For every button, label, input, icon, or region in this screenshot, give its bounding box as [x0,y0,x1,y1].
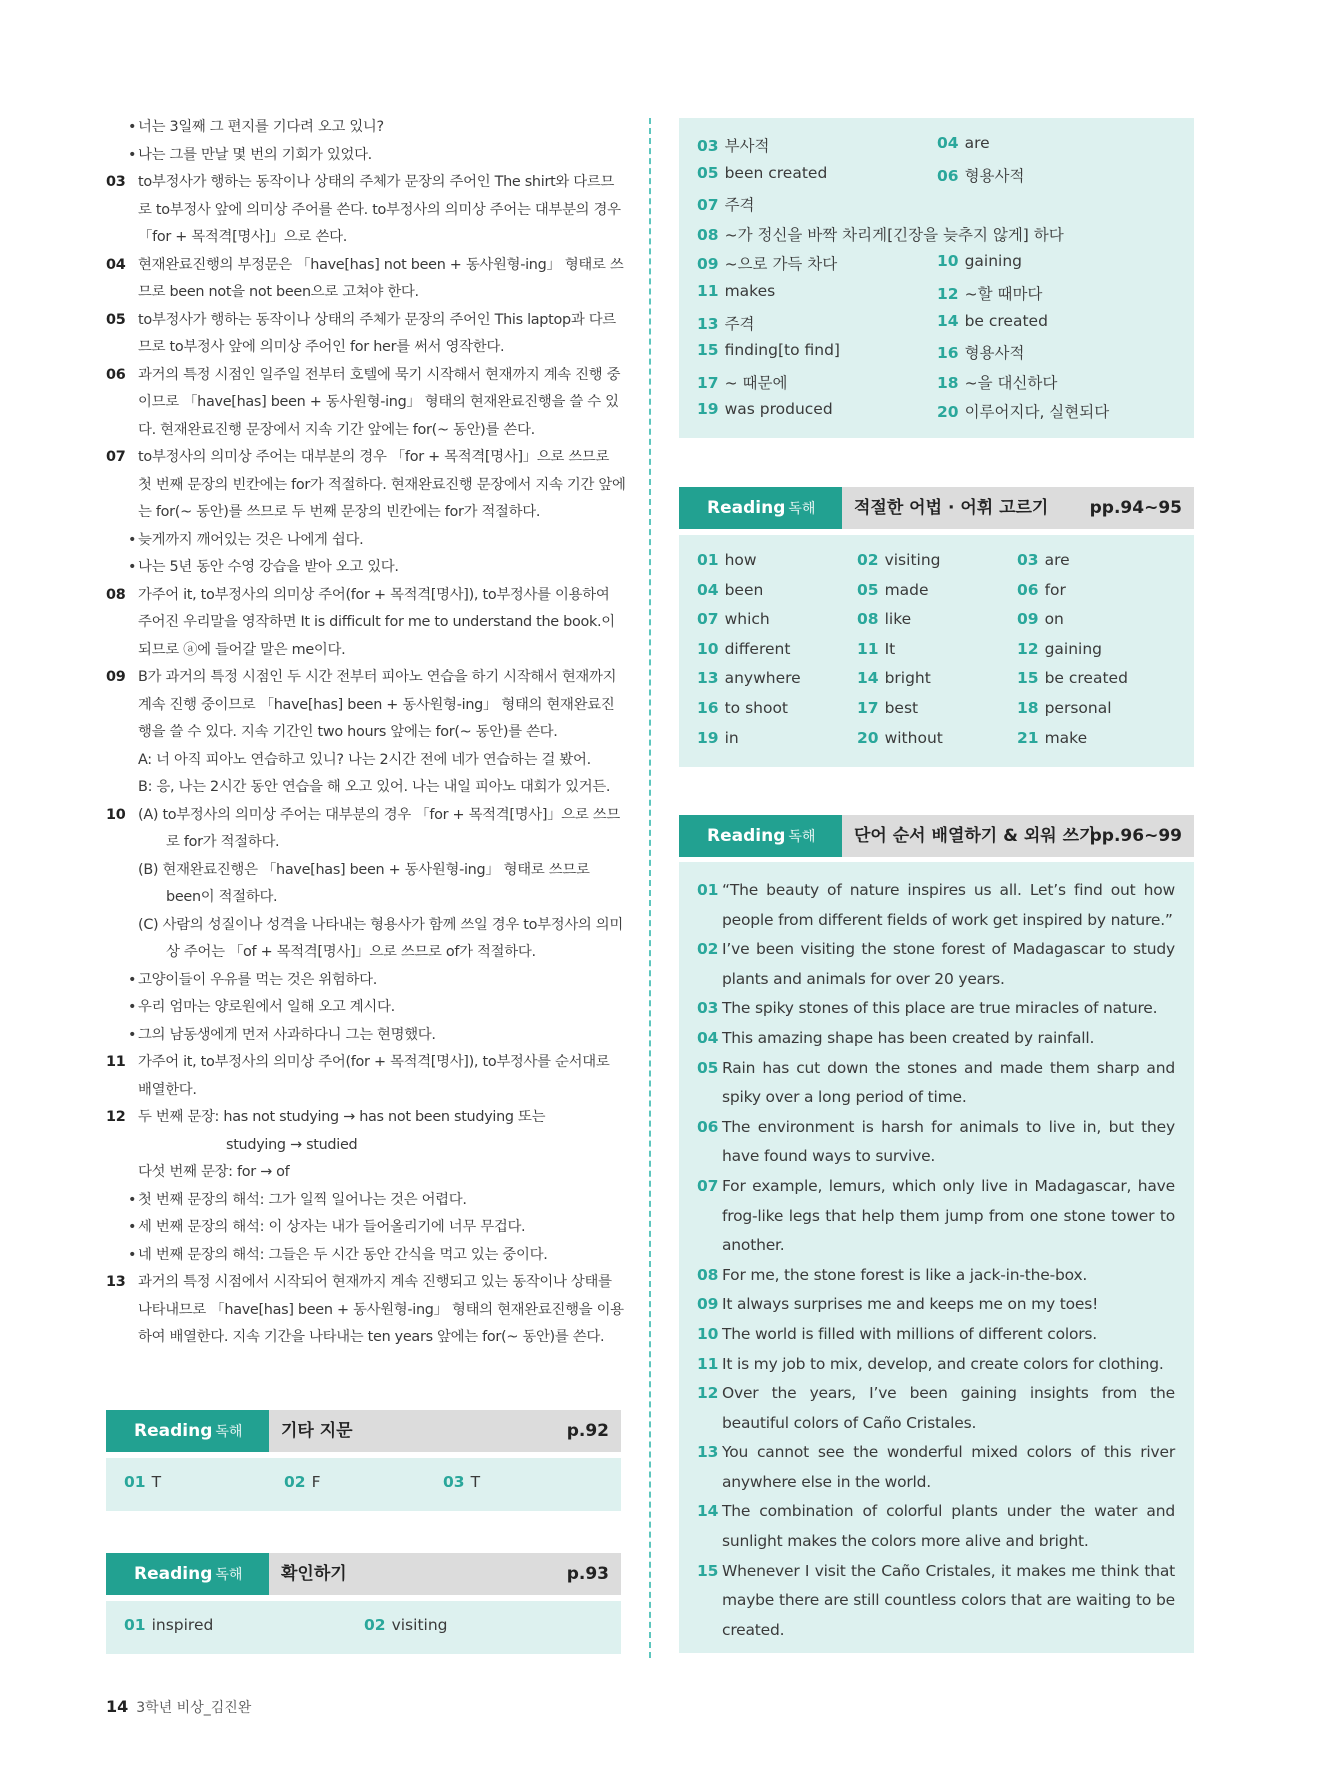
sentence-item [697,876,1175,935]
section-title: 적절한 어법 · 어휘 고르기 [854,498,1049,518]
answer-text: 주격 [724,196,755,215]
answer-item [697,729,739,747]
item-number: 12 [106,1109,126,1125]
sentence-number: 08 [697,1265,719,1284]
sentence-item [697,1024,1175,1054]
answer-item [857,640,895,658]
answer-number: 15 [1017,669,1039,688]
bullet-line: • 첫 번째 문장의 해석: 그가 일찍 일어나는 것은 어렵다. [106,1187,626,1215]
reading-tag: Reading 독해 [106,1553,269,1595]
item-text: 가주어 it, to부정사의 의미상 주어(for + 목적격[명사]), to부정사를 순서대로 배열한다. [138,1054,610,1098]
bullet-line: • 고양이들이 우유를 먹는 것은 위험하다. [106,967,626,995]
sentence-text: It is my job to mix, develop, and create colors for clothing. [722,1354,1164,1373]
answer-text: ~가 정신을 바짝 차리게[긴장을 늦추지 않게] 하다 [724,225,1064,244]
answer-item [937,341,1024,363]
answer-number: 05 [857,580,879,599]
answer-text: makes [724,282,776,300]
bullet-line: • 네 번째 문장의 해석: 그들은 두 시간 동안 간식을 먹고 있는 중이다. [106,1242,626,1270]
answer-item [1017,581,1066,599]
sentence-text: For example, lemurs, which only live in Madagascar, have frog-like legs that help them jump from one stone tower to another. [722,1176,1175,1255]
answer-text: ~ 때문에 [724,373,788,392]
sentence-number: 06 [697,1117,719,1136]
answer-item [857,551,941,569]
answer-number: 09 [1017,610,1039,629]
answer-number: 08 [857,610,879,629]
answer-number: 03 [697,137,719,155]
sentence-number: 12 [697,1384,719,1403]
answer-number: 17 [857,699,879,717]
page-reference: p.92 [566,1421,609,1441]
answer-item [697,223,1064,245]
answer-number: 08 [697,225,719,244]
answer-number: 21 [1017,728,1039,747]
section-header-grammar [679,487,1194,529]
answer-text: different [724,639,791,658]
sentence-item [697,1497,1175,1556]
page-reference: p.93 [566,1564,609,1584]
answer-number: 14 [857,669,879,688]
answer-text: without [884,728,943,747]
page-reference: pp.94~95 [1089,498,1182,518]
item-text: 두 번째 문장: has not studying → has not been studying 또는 [138,1109,546,1125]
answer-item [857,699,918,717]
answer-item [1017,729,1087,747]
answer-text: finding[to find] [724,341,840,360]
sentence-text: It always surprises me and keeps me on my toes! [722,1295,1099,1314]
answer-text: are [1044,551,1070,569]
answer-number: 19 [697,400,719,419]
bullet-line: • 너는 3일째 그 편지를 기다려 오고 있니? [106,114,626,142]
sentence-number: 04 [697,1028,719,1047]
answer-text: which [724,610,770,629]
answer-item [697,252,837,274]
sentence-item [697,1320,1175,1350]
bullet-line: • 세 번째 문장의 해석: 이 상자는 내가 들어올리기에 너무 무겁다. [106,1214,626,1242]
sentence-text: Whenever I visit the Caño Cristales, it makes me think that maybe there are still countless colors that are waiting to be created. [722,1561,1175,1639]
page-number: 14 [106,1697,129,1716]
answer-number: 04 [937,134,959,152]
explanation-item [106,1104,626,1187]
explanations-column [106,114,626,1352]
sentence-item [697,1261,1175,1291]
answer-number: 17 [697,373,719,392]
sub-answer: (B) 현재완료진행은 「have[has] been + 동사원형-ing」 형태로 쓰므로 been이 적절하다. [138,861,590,905]
answer-item [937,371,1057,393]
sentence-number: 09 [697,1295,719,1314]
sub-answer: (A) to부정사의 의미상 주어는 대부분의 경우 「for + 목적격[명사]」으로 쓰므로 for가 적절하다. [138,806,620,850]
answer-number: 05 [697,163,719,182]
sentence-text: You cannot see the wonderful mixed colors of this river anywhere else in the world. [722,1443,1175,1491]
page-reference: pp.96~99 [1089,826,1182,846]
column-divider [649,118,651,1658]
reading-tag: Reading 독해 [679,815,842,857]
dialog-line: B: 응, 나는 2시간 동안 연습을 해 오고 있어. 나는 내일 피아노 대회가 있거든. [138,779,611,795]
answer-box-grammar [679,535,1194,767]
item-text: to부정사의 의미상 주어는 대부분의 경우 「for + 목적격[명사]」으로 쓰므로 첫 번째 문장의 빈칸에는 for가 적절하다. 현재완료진행 문장에서 지속 기간 앞에는 for(~ 동안)를 쓰므로 두 번째 문장의 빈칸에는 for가 적절하다. [138,449,626,520]
answer-item [697,341,840,359]
sentence-number: 02 [697,940,719,959]
item-number: 09 [106,669,126,685]
section-header-order [679,815,1194,857]
item-number: 04 [106,256,126,273]
sub-answer: (C) 사람의 성질이나 성격을 나타내는 형용사가 함께 쓰일 경우 to부정사의 의미상 주어는 「of + 목적격[명사]」으로 쓰므로 of가 적절하다. [138,916,624,960]
answer-item [937,164,1024,186]
answer-item [857,669,931,687]
answer-text: how [724,551,757,569]
sentence-text: “The beauty of nature inspires us all. Let’s find out how people from different fields of work get inspired by nature.” [722,881,1175,929]
answer-number: 09 [697,255,719,274]
sentence-text: The combination of colorful plants under the water and sunlight makes the colors more alive and bright. [722,1502,1175,1551]
answer-text: was produced [724,400,833,419]
bullet-line: • 나는 5년 동안 수영 강습을 받아 오고 있다. [106,554,626,582]
answer-item [857,610,911,628]
dialog-line: A: 너 아직 피아노 연습하고 있니? 나는 2시간 전에 네가 연습하는 걸 봤어. [138,751,591,768]
sentence-item [697,1172,1175,1261]
item-number: 07 [106,449,126,465]
answer-item [937,134,990,152]
answer-number: 20 [857,728,879,747]
explanation-item [106,252,626,307]
answer-text: visiting [884,551,941,569]
answer-item [697,312,755,334]
answer-item: 02 F [284,1473,321,1491]
sentence-text: The world is filled with millions of different colors. [722,1324,1098,1343]
sentence-item [697,1054,1175,1113]
sentence-number: 01 [697,881,719,899]
answer-number: 14 [937,311,959,330]
page-footer [106,1697,251,1717]
answer-number: 18 [937,373,959,392]
item-number: 08 [106,586,126,603]
answer-text: like [884,610,912,629]
sentence-number: 07 [697,1176,719,1195]
answer-number: 07 [697,610,719,629]
sentence-number: 15 [697,1561,719,1580]
answer-number: 16 [697,699,719,717]
answer-item [1017,610,1064,628]
bullet-line: • 우리 엄마는 양로원에서 일해 오고 계시다. [106,994,626,1022]
sentence-text: The environment is harsh for animals to live in, but they have found ways to survive. [722,1117,1175,1166]
vocab-answer-box [679,118,1194,438]
answer-number: 12 [1017,639,1039,658]
answer-item [937,282,1042,304]
answer-number: 06 [1017,580,1039,599]
answer-item [697,371,787,393]
answer-text: gaining [964,252,1023,271]
sentence-item [697,1290,1175,1320]
answer-item: 01 inspired [124,1616,214,1634]
section-header-other [106,1410,621,1452]
item-number: 05 [106,311,126,328]
answer-text: anywhere [724,669,801,688]
answer-text: on [1044,610,1064,629]
answer-item [697,400,833,418]
section-title: 단어 순서 배열하기 & 외워 쓰기 [854,826,1096,846]
item-text: to부정사가 행하는 동작이나 상태의 주체가 문장의 주어인 The shirt와 다르므로 to부정사 앞에 의미상 주어를 쓴다. to부정사의 의미상 주어는 대부분의 경우 「for + 목적격[명사]」으로 쓴다. [138,174,621,245]
item-text: studying → studied [226,1136,358,1153]
reading-tag: Reading 독해 [679,487,842,529]
sentence-number: 05 [697,1058,719,1077]
answer-number: 11 [857,639,879,658]
sentence-list [697,876,1175,1645]
sentence-text: This amazing shape has been created by rainfall. [722,1028,1095,1047]
answer-number: 13 [697,669,719,688]
sentence-text: For me, the stone forest is like a jack-in-the-box. [722,1265,1088,1284]
answer-text: in [724,728,739,747]
answer-number: 03 [1017,551,1039,569]
answer-item [697,551,757,569]
answer-number: 10 [937,252,959,271]
answer-number: 10 [697,639,719,658]
sentence-text: Over the years, I’ve been gaining insights from the beautiful colors of Caño Cristales. [722,1384,1175,1432]
answer-text: 형용사적 [964,166,1025,185]
answer-item [697,669,801,687]
sentence-number: 03 [697,999,719,1018]
answer-item [697,164,827,182]
answer-item [937,400,1109,422]
item-text: 과거의 특정 시점에서 시작되어 현재까지 계속 진행되고 있는 동작이나 상태를 나타내므로 「have[has] been + 동사원형-ing」 형태의 현재완료진행을 이용하여 배열한다. 지속 기간을 나타내는 ten years 앞에는 for(~ 동안)를 쓴다. [138,1274,624,1345]
answer-number: 20 [937,403,959,422]
answer-text: 부사적 [724,137,770,155]
explanation-item [106,1269,626,1352]
explanation-item [106,169,626,252]
answer-text: been [724,580,764,599]
answer-text: 형용사적 [964,344,1025,363]
answer-item [937,312,1048,330]
answer-item [697,134,770,156]
answer-item [1017,699,1112,717]
answer-item [697,640,790,658]
answer-number: 13 [697,314,719,333]
item-text: 현재완료진행의 부정문은 「have[has] not been + 동사원형-ing」 형태로 쓰므로 been not을 not been으로 고쳐야 한다. [138,256,624,300]
sentence-item [697,935,1175,994]
answer-number: 06 [937,166,959,185]
answer-number: 18 [1017,699,1039,717]
answer-number: 15 [697,341,719,360]
answer-text: make [1044,728,1088,747]
answer-item [1017,669,1128,687]
item-text: 과거의 특정 시점인 일주일 전부터 호텔에 묵기 시작해서 현재까지 계속 진행 중이므로 「have[has] been + 동사원형-ing」 형태의 현재완료진행을 쓸 수 있다. 현재완료진행 문장에서 지속 기간 앞에는 for(~ 동안)를 쓴다. [138,366,621,438]
sentence-number: 14 [697,1502,719,1521]
explanation-item [106,1049,626,1104]
answer-box-other [106,1458,621,1511]
answer-item: 01 T [124,1473,162,1491]
bullet-line: • 늦게까지 깨어있는 것은 나에게 쉽다. [106,527,626,555]
bullet-line: • 나는 그를 만날 몇 번의 기회가 있었다. [106,142,626,170]
answer-number: 16 [937,344,959,363]
sentence-text: The spiky stones of this place are true miracles of nature. [722,999,1158,1018]
answer-number: 11 [697,282,719,300]
answer-text: ~으로 가득 차다 [724,255,838,274]
explanation-item [106,664,626,802]
answer-text: It [884,639,896,658]
sentence-item [697,1350,1175,1380]
sentence-item [697,1557,1175,1646]
explanation-item [106,362,626,445]
item-text: to부정사가 행하는 동작이나 상태의 주체가 문장의 주어인 This laptop과 다르므로 to부정사 앞에 의미상 주어인 for her를 써서 영작한다. [138,311,616,355]
explanation-item [106,582,626,665]
sentence-item [697,994,1175,1024]
answer-number: 19 [697,728,719,747]
answer-item: 03 T [443,1473,481,1491]
answer-text: for [1044,580,1066,599]
answer-item [697,282,775,300]
answer-text: to shoot [724,699,789,717]
answer-text: ~할 때마다 [964,285,1043,303]
answer-number: 01 [697,551,719,569]
item-number: 03 [106,174,126,190]
answer-text: are [964,134,990,152]
answer-number: 07 [697,196,719,215]
answer-text: made [884,580,929,599]
answer-text: 이루어지다, 실현되다 [964,403,1110,422]
answer-text: bright [884,669,931,688]
reading-tag: Reading 독해 [106,1410,269,1452]
explanation-item [106,802,626,967]
item-text: B가 과거의 특정 시점인 두 시간 전부터 피아노 연습을 하기 시작해서 현재까지 계속 진행 중이므로 「have[has] been + 동사원형-ing」 형태의 현재완료진행을 쓸 수 있다. 지속 기간인 two hours 앞에는 for(~ 동안)를 쓴다. [138,669,617,740]
answer-item [697,699,788,717]
answer-text: be created [964,311,1048,330]
answer-text: ~을 대신하다 [964,373,1058,392]
answer-number: 12 [937,285,959,303]
answer-number: 04 [697,580,719,599]
sentence-number: 11 [697,1354,719,1373]
answer-item [1017,640,1102,658]
explanation-item [106,444,626,527]
answer-item [937,252,1022,270]
explanation-item [106,307,626,362]
item-text: 가주어 it, to부정사의 의미상 주어(for + 목적격[명사]), to부정사를 이용하여 주어진 우리말을 영작하면 It is difficult for me to understand the book.이 되므로 ⓐ에 들어갈 말은 me이다. [138,586,615,658]
item-number: 13 [106,1274,126,1290]
section-header-check [106,1553,621,1595]
answer-text: been created [724,163,828,182]
answer-item [697,610,770,628]
answer-item [857,581,929,599]
answer-text: be created [1044,669,1128,688]
sentence-item [697,1438,1175,1497]
answer-item [1017,551,1070,569]
answer-item [857,729,943,747]
answer-item [697,581,763,599]
answer-number: 02 [857,551,879,569]
answer-item [697,193,755,215]
item-number: 11 [106,1054,126,1070]
answer-text: personal [1044,699,1112,717]
sentence-text: Rain has cut down the stones and made them sharp and spiky over a long period of time. [722,1058,1175,1107]
sentence-item [697,1379,1175,1438]
sentence-item [697,1113,1175,1172]
answer-text: gaining [1044,639,1103,658]
sentence-text: I’ve been visiting the stone forest of Madagascar to study plants and animals for over 20 years. [722,940,1175,988]
answer-text: 주격 [724,314,755,333]
item-text: 다섯 번째 문장: for → of [138,1164,290,1180]
sentence-number: 10 [697,1324,719,1343]
item-number: 10 [106,806,126,823]
section-title: 확인하기 [281,1564,347,1584]
section-title: 기타 지문 [281,1421,353,1441]
sentence-number: 13 [697,1443,719,1462]
footer-text: 3학년 비상_김진완 [136,1700,252,1716]
answer-item: 02 visiting [364,1616,448,1634]
answer-text: best [884,699,919,717]
item-number: 06 [106,366,126,383]
answer-box-check [106,1601,621,1654]
bullet-line: • 그의 남동생에게 먼저 사과하다니 그는 현명했다. [106,1022,626,1050]
